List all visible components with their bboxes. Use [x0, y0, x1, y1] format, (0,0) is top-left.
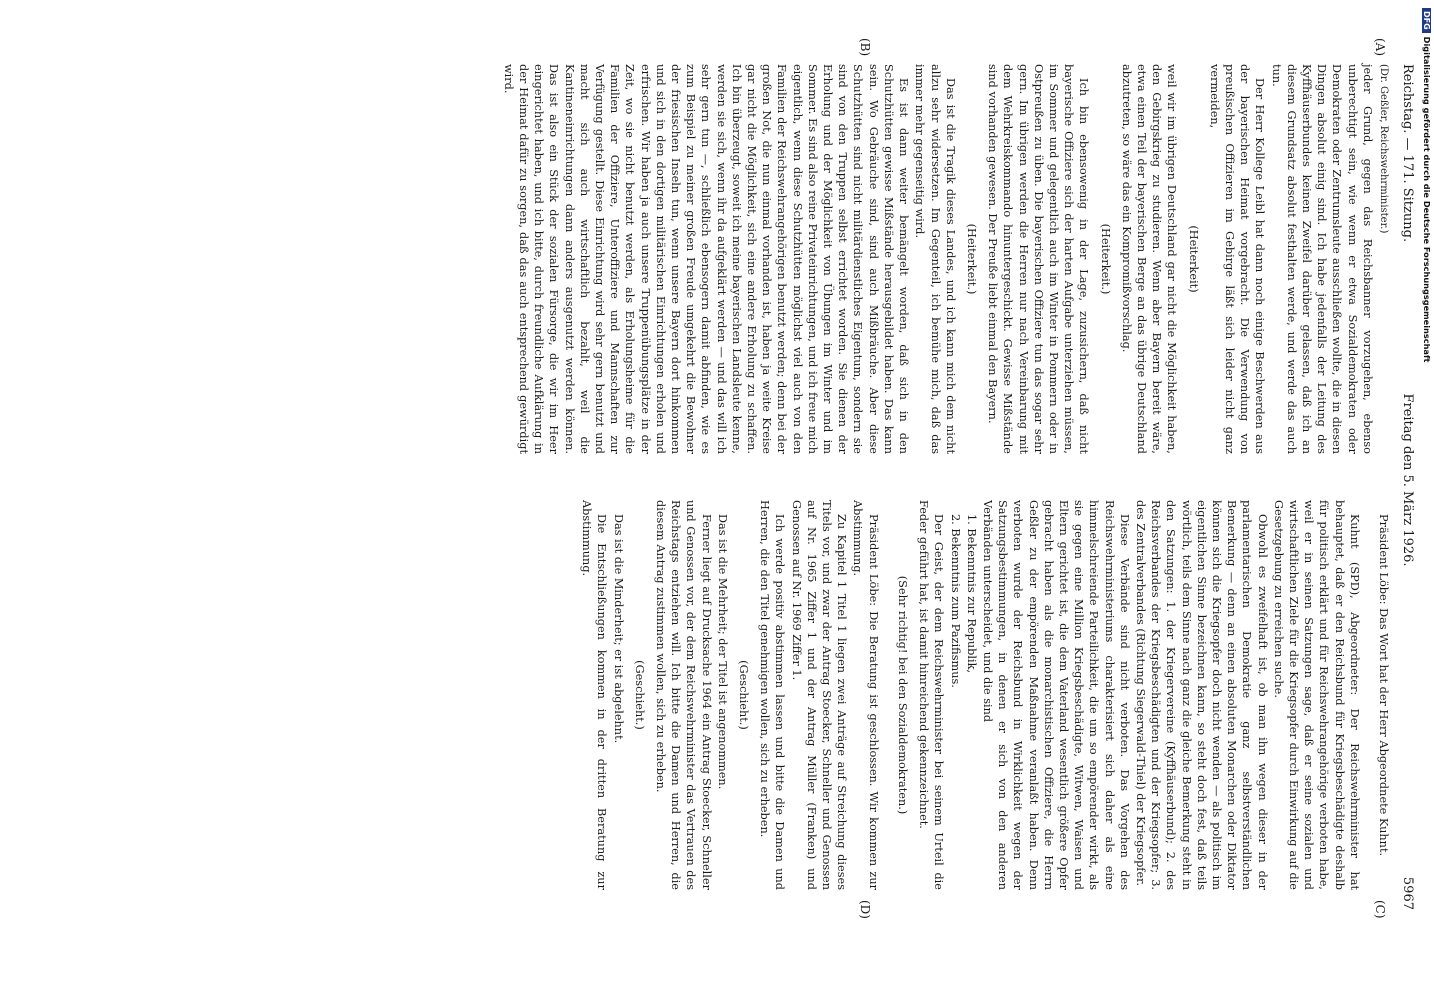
paragraph: Ich werde positiv abstimmen lassen und bitte die Damen und Herren, die den Titel genehmigen wollen, sich zu erheben.	[758, 500, 787, 890]
document-page	[77, 30, 1417, 930]
page-number: 5967	[1400, 876, 1415, 910]
list-item: 1. Bekenntnis zur Republik,	[964, 514, 978, 674]
paragraph: Das ist die Minderheit; er ist abgelehnt.	[611, 514, 625, 744]
paragraph: jeder Grund, gegen das Reichsbanner vorzugehen, ebenso unberechtigt sein, wie wenn er etwa Sozialdemokraten oder Demokraten oder Zentrumsleute ausschließen wollte, die in diesen Dingen absolut einig sind. Ich habe jedenfalls der Leitung des Kyffhäuserbundes keinen Zweifel darüber gelassen, daß ich an diesem Grundsatz absolut festhalten werde, und werde das auch tun.	[1269, 64, 1374, 454]
funding-text: Digitalisierung gefördert durch die Deutsche Forschungsgemeinschaft	[1422, 36, 1432, 363]
reaction: (Heiterkeit.)	[1098, 223, 1112, 295]
paragraph: Präsident Löbe: Die Beratung ist geschlossen. Wir kommen zur Abstimmung.	[851, 500, 880, 890]
paragraph: Obwohl es zweifelhaft ist, ob man ihn wegen dieser in der parlamentarischen Demokratie ganz selbstverständlichen Bemerkung — denn an einen absoluten Monarchen oder Diktator können sich die Kriegsopfer doch nicht wenden — als politisch im eigentlichen Sinne bezeichnen kann, so steht doch fest, daß teils wörtlich, teils dem Sinne nach ganz die gleiche Bemerkung steht in den Satzungen: 1. der Kriegervereine (Kyffhäuserbund); 2. des Reichsverbandes der Kriegsbeschädigten und der Kriegsopfer; 3. des Zentralverbandes (Richtung Siegerwald-Thiel) der Kriegsopfer.	[1133, 500, 1269, 890]
reaction: (Heiterkeit)	[1186, 225, 1200, 293]
speaker-line: (Dr. Geßler, Reichswehrminister.)	[1378, 64, 1389, 234]
reaction: (Heiterkeit.)	[964, 223, 978, 295]
reaction: (Geschieht.)	[737, 660, 751, 730]
paragraph: Präsident Löbe: Das Wort hat der Herr Abgeordnete Kuhnt.	[1377, 514, 1390, 857]
margin-marker-a: (A)	[1373, 38, 1387, 57]
paragraph: Der Geist, der dem Reichswehrminister bei seinem Urteil die Feder geführt hat, ist damit hinreichend gekennzeichnet.	[917, 500, 946, 890]
margin-marker-c: (C)	[1373, 900, 1387, 919]
paragraph: Diese Verbände sind nicht verboten. Das Vorgehen des Reichswehrministeriums charakterisiert sich daher als eine himmelschreiende Parteilichkeit, die um so empörender wirkt, als sie gegen eine Million Kriegsbeschädigte, Witwen, Waisen und Eltern gerichtet ist, die dem Vaterland wesentlich größere Opfer gebracht haben als die monarchistischen Offiziere, die Herrn Geßler zu der empörenden Maßnahme veranlaßt haben. Denn verboten wurde der Reichsbund in Wirklichkeit wegen der Satzungsbestimmungen, in denen er sich von den anderen Verbänden unterscheidet, und die sind	[980, 500, 1131, 890]
funding-note	[1422, 8, 1432, 708]
paragraph: weil wir im übrigen Deutschland gar nicht die Möglichkeit haben, den Gebirgskrieg zu studieren. Wenn aber Bayern bereit wäre, etwa einen Teil der bayerischen Berge an das übrige Deutschland abzutreten, so wäre das ein Kompromißvorschlag.	[1119, 64, 1179, 454]
list-item: 2. Bekenntnis zum Pazifismus.	[948, 514, 962, 688]
left-column	[500, 64, 1391, 454]
paragraph: Das ist die Tragik dieses Landes, und ich kann mich dem nicht allzu sehr widersetzen. Im Gegenteil, ich bemühe mich, daß das immer mehr gegenseitig wird.	[913, 64, 957, 454]
header-date: Freitag den 5. März 1926.	[1400, 393, 1415, 567]
reaction: (Sehr richtig! bei den Sozialdemokraten.)	[895, 575, 909, 815]
margin-marker-d: (D)	[858, 900, 872, 919]
margin-marker-b: (B)	[858, 38, 872, 57]
paragraph: Der Herr Kollege Leibl hat dann noch einige Beschwerden aus der bayerischen Heimat vorgebracht. Die Verwendung von preußischen Offizieren im Gebirge läßt sich leider nicht ganz vermeiden,	[1207, 64, 1267, 454]
paragraph: Das ist die Mehrheit; der Titel ist angenommen.	[715, 514, 729, 790]
paragraph: Ferner liegt auf Drucksache 1964 ein Antrag Stoecker, Schneller und Genossen vor, der dem Reichswehrminister das Vertrauen des Reichstags entziehen will. Ich bitte die Damen und Herren, die diesem Antrag zustimmen wollen, sich zu erheben.	[654, 500, 713, 890]
dfg-logo: DFG	[1422, 8, 1431, 33]
header-session: Reichstag. — 171. Sitzung.	[1400, 64, 1415, 243]
paragraph: Kuhnt (SPD), Abgeordneter: Der Reichswehrminister hat behauptet, daß er den Reichsbund für Kriegsbeschädigte deshalb für politisch erklärt und für Reichswehrangehörige verboten habe, weil er in seinen Satzungen sage, daß er seine sozialen und wirtschaftlichen Ziele für die Kriegsopfer durch Einwirkung auf die Gesetzgebung zu erreichen suche.	[1271, 500, 1361, 890]
reaction: (Geschieht.)	[632, 660, 646, 730]
right-column	[578, 500, 1391, 890]
paragraph: Ich bin ebensowenig in der Lage, zuzusichern, daß nicht bayerische Offiziere sich der harten Aufgabe unterziehen müssen, im Sommer und gelegentlich auch im Winter in Pommern oder in Ostpreußen zu üben. Die bayerischen Offiziere tun das sogar sehr gern. Im übrigen werden die Herren nur nach Vereinbarung mit dem Wehrkreiskommando hinuntergeschickt. Gewisse Mißstände sind vorhanden gewesen. Der Preuße liebt einmal den Bayern.	[986, 64, 1091, 454]
paragraph: Zu Kapitel 1 Titel 1 liegen zwei Anträge auf Streichung dieses Titels vor, und zwar der Antrag Stoecker, Schneller und Genossen auf Nr. 1965 Ziffer 1 und der Antrag Müller (Franken) und Genossen auf Nr. 1969 Ziffer 1.	[789, 500, 849, 890]
paragraph: Es ist dann weiter bemängelt worden, daß sich in den Schutzhütten gewisse Mißstände herausgebildet haben. Das kann sein. Wo Gebräuche sind, sind auch Mißbräuche. Aber diese Schutzhütten sind nicht militärdienstliches Eigentum, sondern sie sind von den Truppen selbst errichtet worden. Sie dienen der Erholung und der Möglichkeit von Übungen im Winter und im Sommer. Es sind also reine Privateinrichtungen, und ich freue mich eigentlich, wenn diese Schutzhütten möglichst viel auch von den Familien der Reichswehrangehörigen benutzt werden; denn bei der großen Not, die nun einmal vorhanden ist, haben ja weite Kreise gar nicht die Möglichkeit, sich eine andere Erholung zu schaffen. Ich bin überzeugt, soweit ich meine bayerischen Landsleute kenne, werden sie sich, wenn ihr da aufgeklärt werden — und das will ich sehr gern tun —, schließlich ebensogern damit abfinden, wie es zum Beispiel zu meiner großen Freude umgekehrt die Bewohner der friesischen Inseln tun, wenn unsere Bayern dort hinkommen und sich in den dortigen militärischen Einrichtungen erholen und erfrischen. Wir haben ja auch unsere Truppenübungsplätze in der Zeit, wo sie nicht benutzt werden, als Erholungsheime für die Familien der Offiziere, Unteroffiziere und Mannschaften zur Verfügung gestellt. Diese Einrichtung wird sehr gern benutzt und macht sich auch wirtschaftlich bezahlt, weil die Kantineneinrichtungen dann anders ausgenutzt werden können. Das ist also ein Stück der sozialen Fürsorge, die wir im Heer eingerichtet haben, und ich bitte, durch freundliche Aufklärung in der Heimat dafür zu sorgen, daß das auch entsprechend gewürdigt wird.	[501, 64, 911, 454]
paragraph: Die Entschließungen kommen in der dritten Beratung zur Abstimmung.	[580, 500, 609, 890]
page-header	[1395, 30, 1417, 930]
